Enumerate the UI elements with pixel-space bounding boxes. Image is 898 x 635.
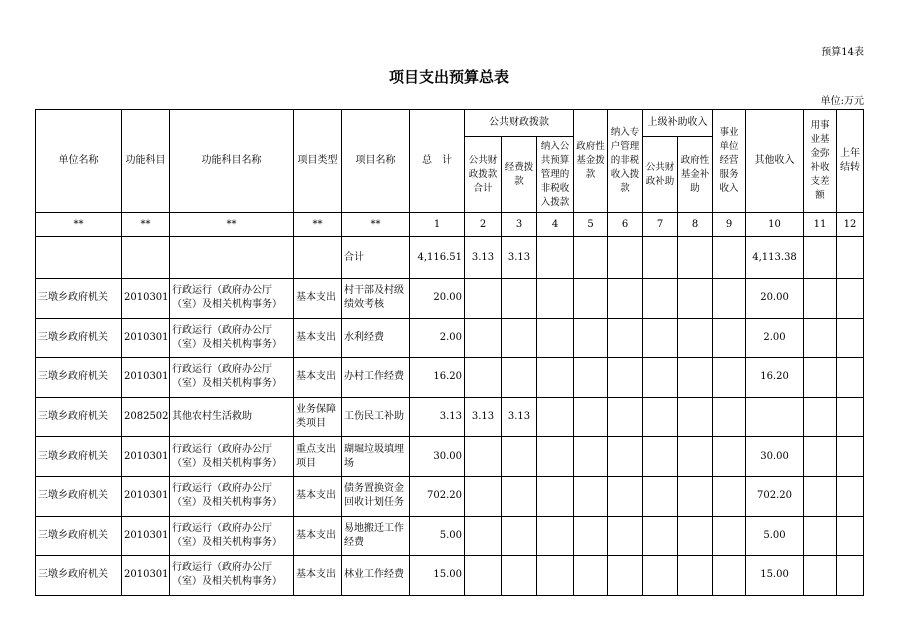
header-superior-sub-gov: 政府性基金补助 xyxy=(678,137,713,213)
cell-func-name: 行政运行（政府办公厅（室）及相关机构事务） xyxy=(170,279,294,319)
cell-total: 16.20 xyxy=(410,358,465,398)
cell-total: 15.00 xyxy=(410,556,465,596)
cell-func-name: 行政运行（政府办公厅（室）及相关机构事务） xyxy=(170,318,294,358)
total-col2: 3.13 xyxy=(465,237,502,279)
total-amount: 4,116.51 xyxy=(410,237,465,279)
cell-col10 xyxy=(746,397,804,437)
cell-col10: 20.00 xyxy=(746,279,804,319)
header-business: 事业单位经营服务收入 xyxy=(713,110,746,213)
cell-col3 xyxy=(502,358,537,398)
cell-col3 xyxy=(502,476,537,516)
table-row xyxy=(36,556,864,596)
table-row xyxy=(36,279,864,319)
header-unit-name: 单位名称 xyxy=(36,110,122,213)
cell-col10: 16.20 xyxy=(746,358,804,398)
cell-proj-name: 村干部及村级绩效考核 xyxy=(342,279,410,319)
unit-label: 单位:万元 xyxy=(820,96,864,107)
total-col3: 3.13 xyxy=(502,237,537,279)
total-row xyxy=(36,237,864,279)
cell-func-name: 行政运行（政府办公厅（室）及相关机构事务） xyxy=(170,476,294,516)
cell-unit-name: 三墩乡政府机关 xyxy=(36,397,122,437)
header-func-name: 功能科目名称 xyxy=(170,110,294,213)
index-cell: ** xyxy=(170,213,294,237)
header-total: 总 计 xyxy=(410,110,465,213)
cell-proj-type: 基本支出 xyxy=(294,279,342,319)
cell-col2 xyxy=(465,318,502,358)
page-title: 项目支出预算总表 xyxy=(388,68,509,86)
cell-proj-type: 基本支出 xyxy=(294,476,342,516)
index-row xyxy=(36,213,864,237)
cell-unit-name: 三墩乡政府机关 xyxy=(36,556,122,596)
cell-func-code: 2010301 xyxy=(122,318,170,358)
cell-func-name: 行政运行（政府办公厅（室）及相关机构事务） xyxy=(170,437,294,477)
header-proj-type: 项目类型 xyxy=(294,110,342,213)
cell-proj-name: 瑚堀垃圾填埋场 xyxy=(342,437,410,477)
cell-col2 xyxy=(465,437,502,477)
header-fund-deficit: 用事业基金弥补收支差额 xyxy=(804,110,837,213)
cell-func-code: 2010301 xyxy=(122,437,170,477)
index-cell: 1 xyxy=(410,213,465,237)
cell-total: 702.20 xyxy=(410,476,465,516)
cell-total: 20.00 xyxy=(410,279,465,319)
header-public-sub-funding: 经费拨款 xyxy=(502,137,537,213)
cell-proj-type: 基本支出 xyxy=(294,556,342,596)
cell-func-code: 2010301 xyxy=(122,279,170,319)
cell-col3: 3.13 xyxy=(502,397,537,437)
cell-total: 30.00 xyxy=(410,437,465,477)
index-cell: 10 xyxy=(746,213,804,237)
cell-func-code: 2010301 xyxy=(122,516,170,556)
cell-col2 xyxy=(465,476,502,516)
header-superior: 上级补助收入 xyxy=(643,110,713,137)
cell-col3 xyxy=(502,318,537,358)
index-cell: 4 xyxy=(537,213,574,237)
cell-col2 xyxy=(465,279,502,319)
index-cell: 12 xyxy=(837,213,864,237)
cell-col10: 15.00 xyxy=(746,556,804,596)
table-row xyxy=(36,397,864,437)
total-col10: 4,113.38 xyxy=(746,237,804,279)
cell-proj-type: 基本支出 xyxy=(294,318,342,358)
index-cell: 7 xyxy=(643,213,678,237)
cell-col2 xyxy=(465,358,502,398)
index-cell: 8 xyxy=(678,213,713,237)
header-gov-fund: 政府性基金拨款 xyxy=(574,110,608,213)
cell-func-code: 2010301 xyxy=(122,556,170,596)
cell-proj-type: 重点支出项目 xyxy=(294,437,342,477)
header-proj-name: 项目名称 xyxy=(342,110,410,213)
form-number: 预算14表 xyxy=(821,47,864,58)
budget-table xyxy=(35,109,864,596)
table-row xyxy=(36,437,864,477)
table-header xyxy=(36,110,864,279)
cell-unit-name: 三墩乡政府机关 xyxy=(36,318,122,358)
table-row xyxy=(36,516,864,556)
cell-col2: 3.13 xyxy=(465,397,502,437)
cell-unit-name: 三墩乡政府机关 xyxy=(36,476,122,516)
table-row xyxy=(36,476,864,516)
index-cell: 6 xyxy=(608,213,643,237)
cell-func-name: 其他农村生活救助 xyxy=(170,397,294,437)
cell-col3 xyxy=(502,279,537,319)
index-cell: ** xyxy=(342,213,410,237)
cell-col10: 5.00 xyxy=(746,516,804,556)
cell-proj-name: 办村工作经费 xyxy=(342,358,410,398)
index-cell: 9 xyxy=(713,213,746,237)
cell-col2 xyxy=(465,516,502,556)
index-cell: 2 xyxy=(465,213,502,237)
cell-func-code: 2010301 xyxy=(122,476,170,516)
cell-proj-name: 林业工作经费 xyxy=(342,556,410,596)
cell-func-name: 行政运行（政府办公厅（室）及相关机构事务） xyxy=(170,516,294,556)
cell-unit-name: 三墩乡政府机关 xyxy=(36,358,122,398)
cell-proj-type: 业务保障类项目 xyxy=(294,397,342,437)
cell-unit-name: 三墩乡政府机关 xyxy=(36,516,122,556)
cell-total: 3.13 xyxy=(410,397,465,437)
cell-proj-name: 债务置换资金回收计划任务 xyxy=(342,476,410,516)
index-cell: 5 xyxy=(574,213,608,237)
cell-proj-type: 基本支出 xyxy=(294,358,342,398)
cell-proj-name: 水利经费 xyxy=(342,318,410,358)
index-cell: ** xyxy=(36,213,122,237)
cell-col3 xyxy=(502,516,537,556)
total-label: 合计 xyxy=(342,237,410,279)
cell-unit-name: 三墩乡政府机关 xyxy=(36,437,122,477)
cell-func-name: 行政运行（政府办公厅（室）及相关机构事务） xyxy=(170,556,294,596)
cell-func-code: 2010301 xyxy=(122,358,170,398)
cell-func-name: 行政运行（政府办公厅（室）及相关机构事务） xyxy=(170,358,294,398)
table-body xyxy=(36,279,864,596)
cell-total: 2.00 xyxy=(410,318,465,358)
header-public-sub-nontax: 纳入公共预算管理的非税收入拨款 xyxy=(537,137,574,213)
header-func-code: 功能科目 xyxy=(122,110,170,213)
index-cell: 3 xyxy=(502,213,537,237)
cell-proj-name: 易地搬迁工作经费 xyxy=(342,516,410,556)
cell-total: 5.00 xyxy=(410,516,465,556)
table-row xyxy=(36,358,864,398)
cell-proj-type: 基本支出 xyxy=(294,516,342,556)
cell-col10: 2.00 xyxy=(746,318,804,358)
header-other: 其他收入 xyxy=(746,110,804,213)
cell-col10: 702.20 xyxy=(746,476,804,516)
cell-col10: 30.00 xyxy=(746,437,804,477)
header-carryover: 上年结转 xyxy=(837,110,864,213)
index-cell: ** xyxy=(122,213,170,237)
cell-unit-name: 三墩乡政府机关 xyxy=(36,279,122,319)
header-public-sub-total: 公共财政拨款合计 xyxy=(465,137,502,213)
table-row xyxy=(36,318,864,358)
header-public-fund: 公共财政拨款 xyxy=(465,110,574,137)
cell-col3 xyxy=(502,556,537,596)
cell-col3 xyxy=(502,437,537,477)
index-cell: 11 xyxy=(804,213,837,237)
header-special-nontax: 纳入专户管理的非税收入拨款 xyxy=(608,110,643,213)
cell-col2 xyxy=(465,556,502,596)
cell-proj-name: 工伤民工补助 xyxy=(342,397,410,437)
index-cell: ** xyxy=(294,213,342,237)
header-superior-sub-public: 公共财政补助 xyxy=(643,137,678,213)
cell-func-code: 2082502 xyxy=(122,397,170,437)
